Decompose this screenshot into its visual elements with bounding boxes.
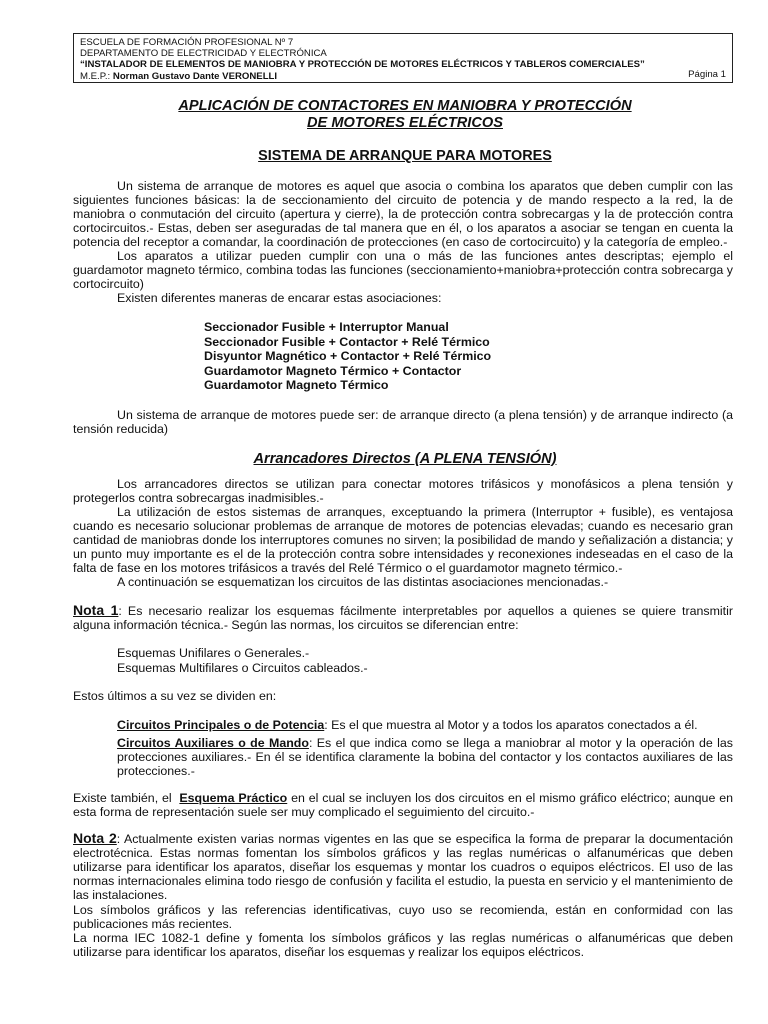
combo-item: Guardamotor Magneto Térmico + Contactor	[204, 363, 462, 378]
circuitos-auxiliares: Circuitos Auxiliares o de Mando: Es el que indica como se llega a maniobrar al motor y la operación de las protecciones auxiliares.- En él se identifica claramente la bobina del contactor y los contactos auxiliares de las protecciones.-	[117, 736, 733, 778]
combo-item: Seccionador Fusible + Contactor + Relé Térmico	[204, 334, 490, 349]
document-title-line2: DE MOTORES ELÉCTRICOS	[307, 115, 503, 131]
combo-item: Disyuntor Magnético + Contactor + Relé Térmico	[204, 349, 492, 363]
mep-label: M.E.P.:	[80, 70, 111, 82]
intro-paragraph-1: Un sistema de arranque de motores es aquel que asocia o combina los aparatos que deben cumplir con las siguientes funciones básicas: la de seccionamiento del circuito de potencia y de mando respecto a la red, la de maniobra o conmutación del circuito (apertura y cierre), la de protección contra sobrecargas y la de protección contra cortocircuitos.- Estas, deben ser aseguradas de tal manera que en él, o los aparatos a asociar se tengan en cuenta la potencia del receptor a comandar, la coordinación de protecciones (en caso de cortocircuito) y la categoría de empleo.-	[73, 179, 733, 249]
simbolos-paragraph: Los símbolos gráficos y las referencias identificativas, cuyo uso se recomienda, están en conformidad con las publicaciones más recientes.	[73, 903, 733, 931]
nota1-paragraph: Nota 1: Es necesario realizar los esquemas fácilmente interpretables por aquellos a quienes se quiere transmitir alguna información técnica.- Según las normas, los circuitos se diferencian entre:	[73, 602, 733, 632]
document-header	[73, 33, 733, 83]
divide-text: Estos últimos a su vez se dividen en:	[73, 689, 277, 703]
combo-list	[204, 320, 491, 393]
iec-paragraph: La norma IEC 1082-1 define y fomenta los símbolos gráficos y las reglas numéricas o alfanuméricas que deben utilizarse para identificar los aparatos, diseñar los esquemas y realizar los equipos eléctricos.	[73, 931, 733, 959]
arranque-tipos-paragraph: Un sistema de arranque de motores puede ser: de arranque directo (a plena tensión) y de arranque indirecto (a tensión reducida)	[73, 408, 733, 436]
intro-paragraph-3: Existen diferentes maneras de encarar estas asociaciones:	[117, 291, 442, 305]
esquema-item: Esquemas Multifilares o Circuitos cableados.-	[117, 660, 368, 675]
nota2-label: Nota 2	[73, 830, 117, 846]
nota2-paragraph: Nota 2: Actualmente existen varias normas vigentes en las que se especifica la forma de preparar la documentación electrotécnica. Estas normas fomentan los símbolos gráficos y las reglas numéricas o alfanuméricas que deben utilizarse para identificar los aparatos, diseñar los esquemas y montar los cuadros o equipos eléctricos. El uso de las normas internacionales elimina todo riesgo de confusión y facilita el estudio, la puesta en servicio y el mantenimiento de las instalaciones.	[73, 830, 733, 902]
mep-line	[80, 68, 726, 82]
directos-paragraph-2: La utilización de estos sistemas de arranques, exceptuando la primera (Interruptor + fusible), es ventajosa cuando es necesario solucionar problemas de arranque de motores de potencias elevadas; cuando es necesario gran cantidad de maniobras donde los interruptores comunes no sirven; la posibilidad de mando y señalización a distancia; y un punto muy importante es el de la protección contra sobre intensidades y reconexiones indeseadas en el caso de la falta de fase en los motores trifásicos a través del Relé Térmico o el guardamotor magneto térmico.-	[73, 505, 733, 575]
intro-paragraph-2: Los aparatos a utilizar pueden cumplir con una o más de las funciones antes descriptas; ejemplo el guardamotor magneto térmico, combina todas las funciones (seccionamiento+maniobra+protección contra sobrecarga y cortocircuito)	[73, 249, 733, 291]
combo-item: Seccionador Fusible + Interruptor Manual	[204, 320, 449, 334]
school-name: ESCUELA DE FORMACIÓN PROFESIONAL Nº 7	[80, 37, 294, 48]
section-title-arranque: SISTEMA DE ARRANQUE PARA MOTORES	[258, 148, 552, 164]
combo-item: Guardamotor Magneto Térmico	[204, 378, 389, 392]
department-name: DEPARTAMENTO DE ELECTRICIDAD Y ELECTRÓNICA	[80, 48, 327, 60]
circuitos-principales-label: Circuitos Principales o de Potencia	[117, 718, 325, 732]
mep-name: Norman Gustavo Dante VERONELLI	[112, 70, 278, 82]
nota1-label: Nota 1	[73, 602, 119, 618]
esquema-item: Esquemas Unifilares o Generales.-	[117, 646, 310, 660]
circuitos-principales: Circuitos Principales o de Potencia: Es el que muestra al Motor y a todos los aparatos conectados a él.	[117, 718, 698, 732]
course-name: “INSTALADOR DE ELEMENTOS DE MANIOBRA Y PROTECCIÓN DE MOTORES ELÉCTRICOS Y TABLEROS COMERCIALES”	[80, 59, 645, 71]
page-number: Página 1	[688, 68, 726, 80]
directos-paragraph-3: A continuación se esquematizan los circuitos de las distintas asociaciones mencionadas.-	[117, 575, 609, 589]
directos-paragraph-1: Los arrancadores directos se utilizan para conectar motores trifásicos y monofásicos a plena tensión y protegerlos contra sobrecargas inadmisibles.-	[73, 477, 733, 505]
esquema-practico-paragraph: Existe también, el Esquema Práctico en el cual se incluyen los dos circuitos en el mismo gráfico eléctrico; aunque en esta forma de representación suele ser muy complicado el seguimiento del circuito.-	[73, 791, 733, 819]
document-title-line1: APLICACIÓN DE CONTACTORES EN MANIOBRA Y PROTECCIÓN	[178, 98, 632, 114]
circuitos-auxiliares-label: Circuitos Auxiliares o de Mando	[117, 736, 309, 750]
section-title-directos: Arrancadores Directos (A PLENA TENSIÓN)	[253, 451, 557, 467]
esquema-practico-label: Esquema Práctico	[179, 791, 288, 805]
esquemas-list	[117, 646, 368, 675]
